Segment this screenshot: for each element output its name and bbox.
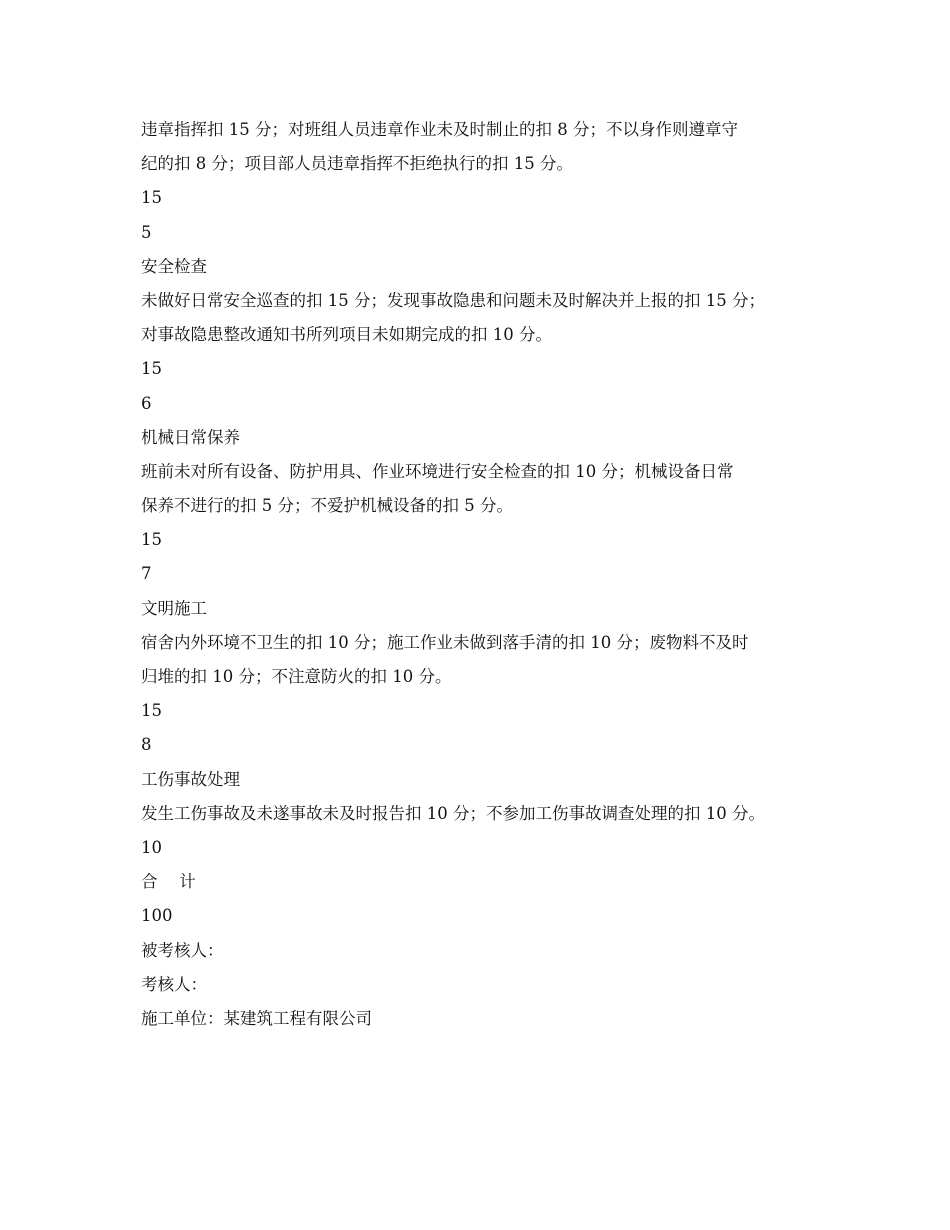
total-label: 合 计 [141,872,196,892]
item-criteria-8-line-1: 发生工伤事故及未遂事故未及时报告扣 10 分；不参加工伤事故调查处理的扣 10 分。 [141,803,765,823]
document-body [141,113,831,1036]
item-number-5: 5 [141,222,152,242]
text-line-continuation-1: 违章指挥扣 15 分；对班组人员违章作业未及时制止的扣 8 分；不以身作则遵章守 [141,120,738,139]
score-item-6: 15 [141,530,162,550]
construction-unit: 施工单位：某建筑工程有限公司 [141,1008,372,1028]
score-item-8: 10 [141,837,162,857]
item-title-safety-inspection: 安全检查 [141,256,207,276]
item-criteria-6-line-1: 班前未对所有设备、防护用具、作业环境进行安全检查的扣 10 分；机械设备日常 [141,461,734,481]
item-criteria-7-line-2: 归堆的扣 10 分；不注意防火的扣 10 分。 [141,667,452,686]
item-title-machine-maintenance: 机械日常保养 [141,427,240,447]
assessor-label: 考核人： [141,974,207,994]
item-number-8: 8 [141,735,152,755]
item-title-civilized-construction: 文明施工 [141,598,207,618]
item-criteria-5-line-2: 对事故隐患整改通知书所列项目未如期完成的扣 10 分。 [141,325,552,345]
score-item-4: 15 [141,188,162,208]
item-number-6: 6 [141,393,152,413]
item-criteria-6-line-2: 保养不进行的扣 5 分；不爱护机械设备的扣 5 分。 [141,496,513,516]
item-title-injury-handling: 工伤事故处理 [141,769,240,789]
text-line-continuation-2: 纪的扣 8 分；项目部人员违章指挥不拒绝执行的扣 15 分。 [141,154,573,174]
item-number-7: 7 [141,564,152,584]
total-score: 100 [141,906,173,926]
assessee-label: 被考核人： [141,940,224,960]
score-item-7: 15 [141,701,162,721]
score-item-5: 15 [141,359,162,379]
item-criteria-7-line-1: 宿舍内外环境不卫生的扣 10 分；施工作业未做到落手清的扣 10 分；废物料不及时 [141,632,749,652]
item-criteria-5-line-1: 未做好日常安全巡查的扣 15 分；发现事故隐患和问题未及时解决并上报的扣 15 分； [141,290,765,310]
